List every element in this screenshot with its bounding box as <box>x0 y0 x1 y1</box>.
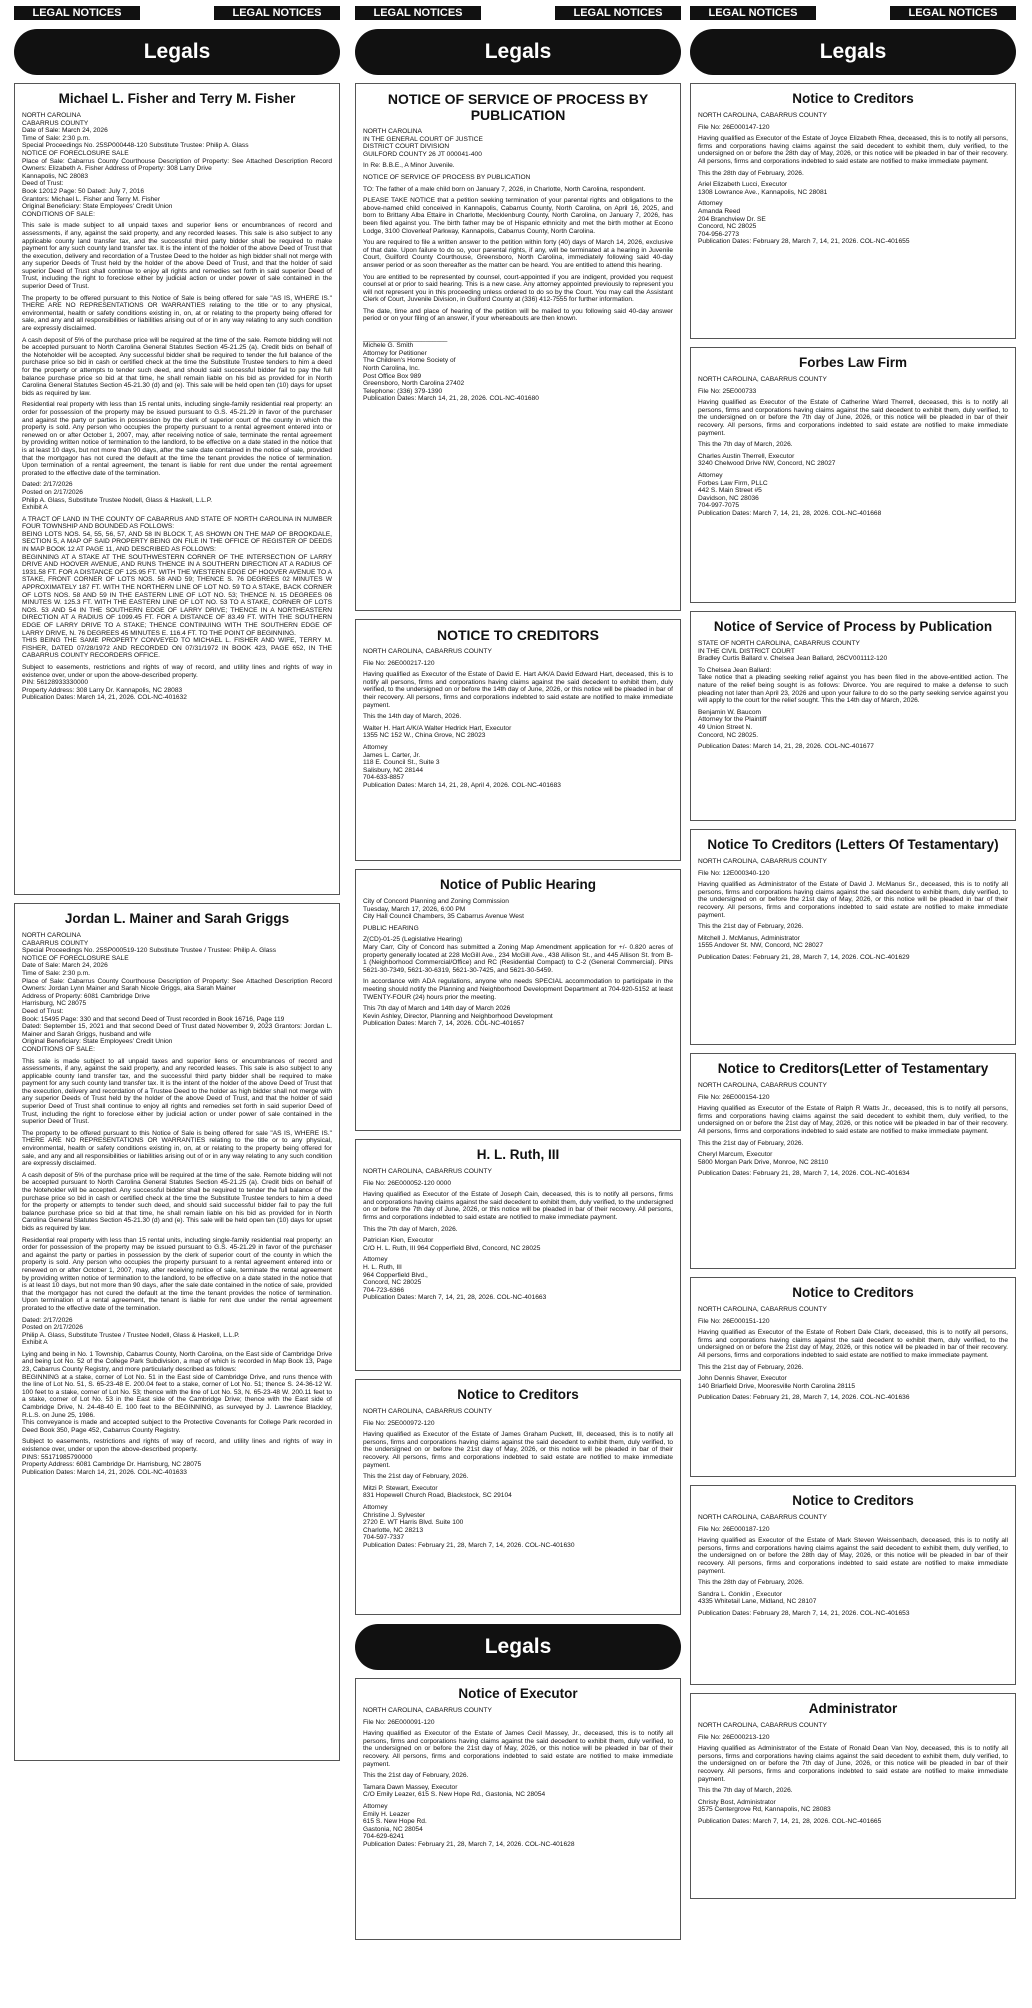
notice-paragraph: File No: 26E000151-120 <box>698 1317 770 1325</box>
notice-paragraph: Publication Dates: February 21, 28, March 7, 14, 2026. COL-NC-401634 <box>698 1170 910 1178</box>
notice-paragraph: File No: 26E000217-120 <box>363 659 435 667</box>
notice-paragraph: NORTH CAROLINA, CABARRUS COUNTY <box>698 376 827 383</box>
notice-paragraph: The property to be offered pursuant to this Notice of Sale is being offered for sale "AS IS, WHERE IS." THERE ARE NO REPRESENTATIONS OR WARRANTIES relating to the title or to any physical, environmental, health or safety conditions existing in, on, at or relating to the property being offered for sale, and any and all responsibilities or liabilities arising out of or in any way relating to any such condition are expressly disclaimed. <box>22 294 332 333</box>
notice-paragraph: John Dennis Shaver, Executor 140 Briarfield Drive, Mooresville North Carolina 28115 <box>698 1375 856 1390</box>
notice-paragraph: NORTH CAROLINA, CABARRUS COUNTY <box>698 1082 827 1089</box>
column-2 <box>355 6 681 1948</box>
notice-paragraph: NORTH CAROLINA, CABARRUS COUNTY <box>363 1707 492 1714</box>
notice-paragraph: File No: 26E000091-120 <box>363 1718 435 1726</box>
notice-list <box>14 83 340 1761</box>
notice-paragraph: Having qualified as Executor of the Estate of Robert Dale Clark, deceased, this is to notify all persons, firms and corporations having claims against the said decedent to exhibit them, duly verified, to the undersigned on or before the 21st day of May, 2026, or this notice will be pleaded in bar of their recovery. All persons, firms and corporations indebted to said estate are notified to make immediate payment. <box>698 1329 1008 1359</box>
notice-paragraph: Lying and being in No. 1 Township, Cabarrus County, North Carolina, on the East side of Cambridge Drive and being Lot No. 52 of the College Park Subdivision, a map of which is recorded in Map Book 13, Page 23, Cabarrus County Registry, and more particularly described as follows: BEGINNING at a stake, corner of Lot No. 51 in the East side of Cambridge Drive, and runs thence with the line of Lot No. 51, S. 65-23-48 E. 200.04 feet to a stake, corner of Lot No. 51; thence S. 24-36-12 W. 100 feet to a stake, corner of Lot No. 53; thence with the line of Lot No. 53, N. 65-23-48 W. 200.11 feet to a stake, corner of Lot No. 53 in the East side of the Cambridge Drive; thence with the East side of Cambridge Drive, N. 24-48-40 E. 100 feet to the BEGINNING, as surveyed by J. Lawrence Blackley, R.L.S. on June 25, 1986. This conveyance is made and accepted subject to the Protective Covenants for College Park recorded in Deed Book 350, Page 452, Cabarrus County Registry. <box>22 1350 332 1434</box>
notice-paragraph: Dated: 2/17/2026 Posted on 2/17/2026 Philip A. Glass, Substitute Trustee Nodell, Glass & Haskell, L.L.P. Exhibit A <box>22 481 213 512</box>
notice-paragraph: _______________________ Michele G. Smith Attorney for Petitioner The Children's Home Society of North Carolina, Inc. Post Office Box 989 Greensboro, North Carolina 27402 Telephone: (336) 379-1390 Publication Dates: March 14, 21, 28, 2026. COL-NC-401680 <box>363 334 539 403</box>
notice-title: Jordan L. Mainer and Sarah Griggs <box>64 911 290 926</box>
legal-notices-tab: LEGAL NOTICES <box>555 6 681 20</box>
notice-paragraph: Attorney H. L. Ruth, III 964 Copperfield Blvd., Concord, NC 28025 704-723-6366 Publication Dates: March 7, 14, 21, 28, 2026. COL-NC-401663 <box>363 1256 547 1302</box>
notice-paragraph: Having qualified as Executor of the Estate of David E. Hart A/K/A David Edward Hart, deceased, this is to notify all persons, firms and corporations having claims against the said decedent to exhibit them, duly verified, to the undersigned on or before the 14th day of June, 2026, or this notice will be pleaded in bar of their recovery. All persons, firms and corporations indebted to said estate are notified to make immediate payment. <box>363 671 673 709</box>
notice-paragraph: A TRACT OF LAND IN THE COUNTY OF CABARRUS AND STATE OF NORTH CAROLINA IN NUMBER FOUR TOWNSHIP AND BOUNDED AS FOLLOWS: BEING LOTS NOS. 54, 55, 56, 57, AND 58 IN BLOCK T, AS SHOWN ON THE MAP OF BROOKDALE, SECTION 5, A MAP OF SAID PROPERTY BEING ON FILE IN THE OFFICE OF REGISTER OF DEEDS IN MAP BOOK 12 AT PAGE 11, AND DESCRIBED AS FOLLOWS: BEGINNING AT A STAKE AT THE SOUTHWESTERN CORNER OF THE INTERSECTION OF LARRY DRIVE AND HOOVER AVENUE, AND RUNS THENCE IN A SOUTHERN DIRECTION AT A RADIUS OF 1931.58 FT. FOR A DISTANCE OF 125.95 FT. WITH THE WESTERN EDGE OF HOOVER AVENUE TO A STAKE, FRONT CORNER OF LOTS NOS. 58 AND 59; THENCE S. 76 DEGREES 02 MINUTES W APPROXIMATELY 187 FT. WITH THE NORTHERN LINE OF LOT NO. 59 TO A STAKE, BACK CORNER OF LOTS NOS. 58 AND 59 IN THE EASTERN LINE OF LOT NO. 53; THENCE N. 15 DEGREES 06 MINUTES W. 125.3 FT. WITH THE EASTERN LINE OF LOT NO. 53 TO A STAKE, CORNER OF LOTS NOS. 53 AND 54 IN THE SOUTHERN EDGE OF LARRY DRIVE; THENCE IN A NORTHEASTERN DIRECTION AT A RADIUS OF 1099.45 FT. FOR A DISTANCE OF 83.49 FT. WITH THE SOUTHERN EDGE OF LARRY DRIVE TO A STAKE; THENCE CONTINUING WITH THE SOUTHERN EDGE OF LARRY DRIVE, N. 76 DEGREES 45 MINUTES E. 116.4 FT. TO THE POINT OF BEGINNING. THIS BEING THE SAME PROPERTY CONVEYED TO MICHAEL L. FISHER AND WIFE, TERRY M. FISHER, DATED 07/28/1972 AND RECORDED ON 07/31/1972 IN BOOK 423, PAGE 652, IN THE CABARRUS COUNTY RECORDERS OFFICE. <box>22 515 332 660</box>
header-tabs <box>690 6 1016 20</box>
notice-paragraph: TO: The father of a male child born on January 7, 2026, in Charlotte, North Carolina, respondent. <box>363 185 646 193</box>
notice-paragraph: Publication Dates: March 7, 14, 21, 28, 2026. COL-NC-401665 <box>698 1817 882 1825</box>
notice-paragraph: Having qualified as Executor of the Estate of Ralph R Watts Jr., deceased, this is to notify all persons, firms and corporations having claims against the said decedent to exhibit them, duly verified, to the undersigned on or before the 21st day of May, 2026, or this notice will be pleaded in bar of their recovery. All persons, firms and corporations indebted to said estate are notified to make immediate payment. <box>698 1105 1008 1135</box>
section-label: Legals <box>690 29 1016 75</box>
notice-paragraph: This the 7th day of March, 2026. <box>363 1225 458 1233</box>
notice-paragraph: NORTH CAROLINA IN THE GENERAL COURT OF JUSTICE DISTRICT COURT DIVISION GUILFORD COUNTY 26 JT 000041-400 <box>363 128 483 158</box>
notice-paragraph: NORTH CAROLINA, CABARRUS COUNTY <box>698 858 827 865</box>
notice-paragraph: File No: 26E000052-120 0000 <box>363 1179 451 1187</box>
notice-paragraph: Publication Dates: March 14, 21, 28, 2026. COL-NC-401677 <box>698 743 874 751</box>
notice-paragraph: Publication Dates: February 21, 28, March 7, 14, 2026. COL-NC-401629 <box>698 953 910 961</box>
notice-paragraph: The property to be offered pursuant to this Notice of Sale is being offered for sale "AS IS, WHERE IS." THERE ARE NO REPRESENTATIONS OR WARRANTIES relating to the title or to any physical, environmental, health or safety conditions existing in, on, at or relating to the property being offered for sale, and any and all responsibilities or liabilities arising out of or in any way relating to any such condition are expressly disclaimed. <box>22 1129 332 1168</box>
notice-paragraph: This the 28th day of February, 2026. <box>698 169 804 177</box>
notice-paragraph: Publication Dates: February 21, 28, March 7, 14, 2026. COL-NC-401636 <box>698 1394 910 1402</box>
notice-paragraph: Attorney Forbes Law Firm, PLLC 442 S. Main Street #5 Davidson, NC 28036 704-997-7075 Publication Dates: March 7, 14, 21, 28, 2026. COL-NC-401668 <box>698 471 882 517</box>
column-3 <box>690 6 1016 1907</box>
notice-paragraph: This the 14th day of March, 2026. <box>363 713 462 721</box>
notice-paragraph: File No: 26E000147-120 <box>698 123 770 131</box>
notice-paragraph: NORTH CAROLINA, CABARRUS COUNTY <box>363 1408 492 1415</box>
notice-title: NOTICE OF SERVICE OF PROCESS BY PUBLICATION <box>387 91 649 123</box>
legal-notice <box>690 611 1016 821</box>
section-label: Legals <box>355 1624 681 1670</box>
notice-list <box>690 83 1016 1899</box>
notice-paragraph: PLEASE TAKE NOTICE that a petition seeking termination of your parental rights and obligations to the above-named child conceived in Kannapolis, Cabarrus County, North Carolina, on April 16, 2025, and born to Brittany Alba Ettaire in Charlotte, Mecklenburg County, North Carolina, on January 7, 2026, has been filed against you. The birth father may be of Hispanic ethnicity and met the birth mother at Econo Lodge, 3100 Cloverleaf Parkway, Kannapolis, Cabarrus County, North Carolina. <box>363 197 673 235</box>
notice-paragraph: Attorney James L. Carter, Jr. 118 E. Council St., Suite 3 Salisbury, NC 28144 704-633-8857 Publication Dates: March 14, 21, 28, April 4, 2026. COL-NC-401683 <box>363 743 561 789</box>
notice-paragraph: A cash deposit of 5% of the purchase price will be required at the time of the sale. Remote bidding will not be accepted pursuant to North Carolina General Statutes Section 45-21.25 (a). Credit bids on behalf of the Noteholder will be accepted. Any successful bidder shall be required to tender the full balance of the purchase price so bid in cash or certified check at the time the Substitute Trustee tenders to him a deed for the property or attempts to tender such deed, and should said successful bidder fail to pay the full balance purchase price so bid at that time, he shall remain liable on his bid as provided for in North Carolina General Statutes Section 45-21.30 (d) and (e). This sale will be held open ten (10) days for upset bids as required by law. <box>22 1171 332 1232</box>
notice-paragraph: Subject to easements, restrictions and rights of way of record, and utility lines and rights of way in existence over, under or upon the above-described property. PIN: 56128933330000 Property Address: 308 Larry Dr. Kannapolis, NC 28083 Publication Dates: March 14, 21, 2026. COL-NC-401632 <box>22 663 332 702</box>
notice-paragraph: NORTH CAROLINA, CABARRUS COUNTY <box>698 112 827 119</box>
notice-paragraph: Tamara Dawn Massey, Executor C/O Emily Leazer, 615 S. New Hope Rd., Gastonia, NC 28054 <box>363 1783 546 1799</box>
notice-paragraph: Walter H. Hart A/K/A Walter Hedrick Hart, Executor 1355 NC 152 W., China Grove, NC 28023 <box>363 724 512 740</box>
notice-paragraph: Dated: 2/17/2026 Posted on 2/17/2026 Philip A. Glass, Substitute Trustee / Trustee Nodell, Glass & Haskell, L.L.P. Exhibit A <box>22 1316 240 1347</box>
notice-paragraph: A cash deposit of 5% of the purchase price will be required at the time of the sale. Remote bidding will not be accepted pursuant to North Carolina General Statutes Section 45-21.25 (a). Credit bids on behalf of the Noteholder will be accepted. Any successful bidder shall be required to tender the full balance of the purchase price so bid in cash or certified check at the time the Substitute Trustee tenders to him a deed for the property or attempts to tender such deed, and should said successful bidder fail to pay the full balance purchase price so bid at that time, he shall remain liable on his bid as provided for in North Carolina General Statutes Section 45-21.30 (d) and (e). This sale will be held open ten (10) days for upset bids as required by law. <box>22 336 332 397</box>
notice-paragraph: Mitzi P. Stewart, Executor 831 Hopewell Church Road, Blackstock, SC 29104 <box>363 1484 512 1500</box>
header-tabs <box>14 6 340 20</box>
legal-notices-tab: LEGAL NOTICES <box>14 6 140 20</box>
notice-title: Administrator <box>808 1701 898 1716</box>
notice-title: Forbes Law Firm <box>798 355 908 370</box>
notice-title: Notice of Public Hearing <box>439 877 597 892</box>
notice-paragraph: NORTH CAROLINA, CABARRUS COUNTY <box>363 648 492 655</box>
notice-paragraph: File No: 25E000972-120 <box>363 1419 435 1427</box>
notice-paragraph: File No: 12E000340-120 <box>698 869 770 877</box>
notice-paragraph: In accordance with ADA regulations, anyone who needs SPECIAL accommodation to participate in the meeting should notify the Planning and Neighborhood Development Department at 704-920-5152 at least TWENTY-FOUR (24) hours prior the meeting. <box>363 978 673 1001</box>
notice-paragraph: The date, time and place of hearing of the petition will be mailed to you following said 40-day answer period or on your filing of an answer, if your whereabouts are then known. <box>363 307 673 323</box>
legal-notice <box>690 1485 1016 1685</box>
notice-paragraph: This the 21st day of February, 2026. <box>363 1473 469 1481</box>
notice-paragraph: NORTH CAROLINA, CABARRUS COUNTY <box>698 1722 827 1729</box>
notice-list <box>355 83 681 1940</box>
notice-paragraph: Sandra L. Conklin , Executor 4335 Whitetail Lane, Midland, NC 28107 <box>698 1590 817 1606</box>
notice-title: Notice to Creditors <box>792 91 914 106</box>
legal-notice <box>355 1139 681 1371</box>
notice-paragraph: Cheryl Marcum, Executor 5800 Morgan Park Drive, Monroe, NC 28110 <box>698 1151 829 1166</box>
notice-paragraph: Having qualified as Executor of the Estate of Joseph Cain, deceased, this is to notify all persons, firms and corporations having claims against the said decedent to exhibit them, duly verified, to the undersigned on or before the 7th day of June, 2026, or this notice will be pleaded in bar of their recovery. All persons, firms and corporations indebted to said estate are notified to make immediate payment. <box>363 1191 673 1221</box>
legal-notice <box>355 83 681 611</box>
notice-paragraph: Charles Austin Therrell, Executor 3240 Chelwood Drive NW, Concord, NC 28027 <box>698 452 836 468</box>
notice-paragraph: To Chelsea Jean Ballard: Take notice that a pleading seeking relief against you has been filed in the above-entitled action. The nature of the relief being sought is as follows: Divorce. You are required to make a defense to such pleading not later than April 23, 2026 and upon your failure to do so the party seeking service against you will apply to the court for the relief sought. This the 14th day of March, 2026. <box>698 666 1008 705</box>
notice-paragraph: Christy Bost, Administrator 3575 Centergrove Rd, Kannapolis, NC 28083 <box>698 1798 831 1814</box>
legal-notice <box>355 869 681 1131</box>
section-label: Legals <box>14 29 340 75</box>
notice-title: Notice to Creditors <box>792 1285 914 1300</box>
notice-paragraph: PUBLIC HEARING <box>363 924 419 932</box>
notice-paragraph: Residential real property with less than 15 rental units, including single-family residential real property: an order for possession of the property may be issued pursuant to G.S. 45-21.29 in favor of the purchaser and against the party or parties in possession by the clerk of superior court of the county in which the property is sold. Any person who occupies the property pursuant to a rental agreement entered into or renewed on or after October 1, 2007, may, after receiving notice of sale, terminate the rental agreement by providing written notice of termination to the landlord, to be effective on a date stated in the notice that is at least 10 days, but not more than 90 days, after the sale date contained in the notice of sale, provided that the mortgagor has not cured the default at the time the tenant provides the notice of termination. Upon termination of a rental agreement, the tenant is liable for rent due under the rental agreement prorated to the effective date of the termination. <box>22 1236 332 1312</box>
notice-paragraph: NOTICE OF SERVICE OF PROCESS BY PUBLICATION <box>363 173 531 181</box>
notice-paragraph: Having qualified as Executor of the Estate of Catherine Ward Therrell, deceased, this is to notify all persons, firms and corporations having claims against the said decedent to exhibit them, duly verified, to the undersigned on or before the 7th day of June, 2026, or this notice will be pleaded in bar of their recovery. All persons, firms and corporations indebted to said estate are notified to make immediate payment. <box>698 399 1008 437</box>
notice-paragraph: This sale is made subject to all unpaid taxes and superior liens or encumbrances of record and assessments, if any, against the said property, and any recorded leases. This sale is also subject to any applicable county land transfer tax, and the successful third party bidder shall be required to make payment for any such county land transfer tax. It is the intent of the holder of the above Deed of Trust that the execution, delivery and recordation of a Trustee Deed to the holder as high bidder shall not merge with any superior Deeds of Trust held by the holder of the above Deed of Trust, and that the holder of said superior Deed of Trust shall continue to enjoy all rights and remedies set forth in said superior Deed of Trust, including the right to foreclose either by judicial action or under power of sale contained in the superior Deed of Trust. <box>22 222 332 291</box>
section-label: Legals <box>355 29 681 75</box>
notice-paragraph: This the 28th day of February, 2026. <box>698 1579 804 1587</box>
notice-paragraph: This the 21st day of February, 2026. <box>698 1139 804 1147</box>
notice-title: NOTICE TO CREDITORS <box>436 627 600 643</box>
header-tabs <box>355 6 681 20</box>
column-1 <box>14 6 340 1769</box>
notice-paragraph: Having qualified as Executor of the Estate of James Cecil Massey, Jr., deceased, this is to notify all persons, firms and corporations having claims against the said decedent to exhibit them, duly verified, to the undersigned on or before the 21st day of May, 2026, or this notice will be pleaded in bar of their recovery. All persons, firms and corporations indebted to said estate are notified to make immediate payment. <box>363 1730 673 1768</box>
notice-title: Notice to Creditors(Letter of Testamentary <box>717 1061 989 1076</box>
notice-title: Notice to Creditors <box>792 1493 914 1508</box>
legal-notice <box>14 83 340 895</box>
notice-paragraph: Patrician Kien, Executor C/O H. L. Ruth, III 964 Copperfield Blvd, Concord, NC 28025 <box>363 1237 541 1252</box>
legal-notices-tab: LEGAL NOTICES <box>690 6 816 20</box>
notice-paragraph: This the 7th day of March, 2026. <box>698 441 793 449</box>
notice-paragraph: File No: 26E000213-120 <box>698 1733 770 1741</box>
notice-paragraph: Residential real property with less than 15 rental units, including single-family residential real property: an order for possession of the property may be issued pursuant to G.S. 45-21.29 in favor of the purchaser and against the party or parties in possession by the clerk of superior court of the county in which the property is sold. Any person who occupies the property pursuant to a rental agreement entered into or renewed on or after October 1, 2007, may, after receiving notice of sale, terminate the rental agreement by providing written notice of termination to the landlord, to be effective on a date stated in the notice that is at least 10 days, but not more than 90 days, after the sale date contained in the notice of sale, provided that the mortgagor has not cured the default at the time the tenant provides the notice of termination. Upon termination of a rental agreement, the tenant is liable for rent due under the rental agreement prorated to the effective date of the termination. <box>22 401 332 477</box>
notice-paragraph: Having qualified as Executor of the Estate of James Graham Puckett, III, deceased, this is to notify all persons, firms and corporations having claims against the said decedent to exhibit them, duly verified, to the undersigned on or before the 21st day of May, 2026, or this notice will be pleaded in bar of their recovery. All persons, firms and corporations indebted to said estate are notified to make immediate payment. <box>363 1431 673 1469</box>
notice-title: Michael L. Fisher and Terry M. Fisher <box>58 91 296 106</box>
notice-paragraph: NORTH CAROLINA CABARRUS COUNTY Special Proceedings No. 25SP000519-120 Substitute Trustee / Trustee: Philip A. Glass NOTICE OF FORECLOSURE SALE Date of Sale: March 24, 2026 Time of Sale: 2:30 p.m. Place of Sale: Cabarrus County Courthouse Description of Property: See Attached Description Record Owners: Jordan Lynn Mainer and Sarah Nicole Griggs, aka Sarah Mainer Address of Property: 6081 Cambridge Drive Harrisburg, NC 28075 Deed of Trust: Book: 15495 Page: 330 and that second Deed of Trust recorded in Book 16716, Page 119 Dated: September 15, 2021 and that second Deed of Trust dated November 9, 2023 Grantors: Jordan L. Mainer and Sarah Griggs, husband and wife Original Beneficiary: State Employees' Credit Union CONDITIONS OF SALE: <box>22 932 332 1053</box>
notice-title: Notice of Service of Process by Publication <box>713 619 993 634</box>
notice-paragraph: Mitchell J. McManus, Administrator 1555 Andover St. NW, Concord, NC 28027 <box>698 934 823 950</box>
notice-paragraph: Publication Dates: February 28, March 7, 14, 21, 2026. COL-NC-401653 <box>698 1609 910 1617</box>
notice-paragraph: Having qualified as Administrator of the Estate of Ronald Dean Van Noy, deceased, this is to notify all persons, firms and corporations having claims against the said decedent to exhibit them, duly verified, to the undersigned on or before the 7th day of June, 2026, or this notice will be pleaded in bar of their recovery. All persons, firms and corporations indebted to said estate are notified to make immediate payment. <box>698 1745 1008 1783</box>
legal-notice <box>690 347 1016 603</box>
legal-notice <box>690 1053 1016 1269</box>
legal-notices-tab: LEGAL NOTICES <box>355 6 481 20</box>
notice-paragraph: This 7th day of March and 14th day of March 2026 Kevin Ashley, Director, Planning and Neighborhood Development Publication Dates: March 7, 14, 2026. COL-NC-401657 <box>363 1005 553 1028</box>
notice-paragraph: Z(CD)-01-25 (Legislative Hearing) Mary Carr, City of Concord has submitted a Zoning Map Amendment application for +/- 0.820 acres of property generally located at 228 McGill Ave., 234 McGill Ave., 438 Allison St., and 445 Allison St. from B-1 (Neighborhood Commercial/Office) and RC (Residential Compact) to C-2 (General Commercial). PINs 5621-30-7349, 5621-30-6319, 5621-30-7425, and 5621-30-5459. <box>363 936 673 974</box>
notice-paragraph: Attorney Emily H. Leazer 615 S. New Hope Rd. Gastonia, NC 28054 704-629-6241 Publication Dates: February 21, 28, March 7, 14, 2026. COL-NC-401628 <box>363 1802 575 1848</box>
notice-title: Notice to Creditors <box>457 1387 579 1402</box>
legal-notice <box>14 903 340 1761</box>
notice-title: Notice of Executor <box>458 1686 578 1701</box>
notice-paragraph: You are required to file a written answer to the petition within forty (40) days of March 14, 2026, exclusive of that date. Upon failure to do so, your parental rights, if any, will be terminated at a hearing in Juvenile Court, Guilford County Courthouse, Greensboro, North Carolina, immediately following said 40-day answer period or as soon thereafter as the matter can be heard. You are entitled to attend this hearing. <box>363 239 673 269</box>
notice-paragraph: Subject to easements, restrictions and rights of way of record, and utility lines and rights of way in existence over, under or upon the above-described property. PINS: 55171985790000 Property Address: 6081 Cambridge Dr. Harrisburg, NC 28075 Publication Dates: March 14, 21, 2026. COL-NC-401633 <box>22 1438 332 1476</box>
notice-paragraph: Having qualified as Administrator of the Estate of David J. McManus Sr., deceased, this is to notify all persons, firms and corporations having claims against the said decedent to exhibit them, duly verified, to the undersigned on or before the 21st day of May, 2026, or this notice will be pleaded in bar of their recovery. All persons, firms and corporations indebted to said estate are notified to make immediate payment. <box>698 881 1008 919</box>
notice-paragraph: City of Concord Planning and Zoning Commission Tuesday, March 17, 2026, 6:00 PM City Hall Council Chambers, 35 Cabarrus Avenue West <box>363 898 525 921</box>
notice-paragraph: This the 21st day of February, 2026. <box>698 923 804 931</box>
notice-paragraph: Attorney Christine J. Sylvester 2720 E. WT Harris Blvd. Suite 100 Charlotte, NC 28213 704-597-7337 Publication Dates: February 21, 28, March 7, 14, 2026. COL-NC-401630 <box>363 1503 575 1549</box>
notice-paragraph: This sale is made subject to all unpaid taxes and superior liens or encumbrances of record and assessments, if any, against the said property, and any recorded leases. This sale is also subject to any applicable county land transfer tax, and the successful third party bidder shall be required to make payment for any such county land transfer tax. It is the intent of the holder of the above Deed of Trust that the execution, delivery and recordation of a Trustee Deed to the holder as high bidder shall not merge with any superior Deeds of Trust held by the holder of the above Deed of Trust, and that the holder of said superior Deed of Trust shall continue to enjoy all rights and remedies set forth in said superior Deed of Trust, including the right to foreclose either by judicial action or under power of sale contained in the superior Deed of Trust. <box>22 1057 332 1126</box>
notice-paragraph: File No: 26E000187-120 <box>698 1525 770 1533</box>
notice-paragraph: This the 7th day of March, 2026. <box>698 1787 793 1795</box>
legal-notice <box>690 1693 1016 1899</box>
notice-paragraph: Benjamin W. Baucom Attorney for the Plaintiff 49 Union Street N. Concord, NC 28025. <box>698 708 767 739</box>
notice-paragraph: This the 21st day of February, 2026. <box>698 1363 804 1371</box>
legal-notice <box>690 1277 1016 1477</box>
notice-paragraph: NORTH CAROLINA, CABARRUS COUNTY <box>363 1168 492 1175</box>
notice-paragraph: You are entitled to be represented by counsel, court-appointed if you are indigent, provided you request counsel at or prior to said hearing. This is a new case. Any attorney appointed previously to represent you will not represent you in this proceeding unless ordered to do so by the Court. You may call the Assistant Clerk of Court, Juvenile Division, in Guilford County at (336) 412-7555 for further information. <box>363 273 673 304</box>
legal-notice <box>690 83 1016 339</box>
notice-paragraph: NORTH CAROLINA, CABARRUS COUNTY <box>698 1306 827 1313</box>
notice-paragraph: Attorney Amanda Reed 204 Branchview Dr. SE Concord, NC 28025 704-956-2773 Publication Dates: February 28, March 7, 14, 21, 2026. COL-NC-401655 <box>698 200 910 246</box>
notice-paragraph: NORTH CAROLINA, CABARRUS COUNTY <box>698 1514 827 1521</box>
legal-notice <box>355 1678 681 1940</box>
notice-paragraph: STATE OF NORTH CAROLINA, CABARRUS COUNTY IN THE CIVIL DISTRICT COURT Bradley Curtis Ballard v. Chelsea Jean Ballard, 26CV001112-120 <box>698 640 888 663</box>
legal-notice <box>355 619 681 861</box>
notice-paragraph: This the 21st day of February, 2026. <box>363 1772 469 1780</box>
notice-paragraph: NORTH CAROLINA CABARRUS COUNTY Date of Sale: March 24, 2026 Time of Sale: 2:30 p.m. Special Proceedings No. 25SP000448-120 Substitute Trustee: Philip A. Glass NOTICE OF FORECLOSURE SALE Place of Sale: Cabarrus County Courthouse Description of Property: See Attached Description Record Owners: Elizabeth A. Fisher Address of Property: 308 Larry Drive Kannapolis, NC 28083 Deed of Trust: Book 12012 Page: 50 Dated: July 7, 2016 Grantors: Michael L. Fisher and Terry M. Fisher Original Beneficiary: State Employees' Credit Union CONDITIONS OF SALE: <box>22 112 332 218</box>
notice-paragraph: Having qualified as Executor of the Estate of Mark Steven Weissenbach, deceased, this is to notify all persons, firms and corporations having claims against the said decedent to exhibit them, duly verified, to the undersigned on or before the 28th day of May, 2026, or this notice will be pleaded in bar of their recovery. All persons, firms and corporations indebted to said estate are notified to make immediate payment. <box>698 1537 1008 1575</box>
notice-paragraph: File No: 26E000154-120 <box>698 1093 770 1101</box>
notice-title: H. L. Ruth, III <box>476 1147 560 1162</box>
notice-paragraph: Ariel Elizabeth Lucci, Executor 1308 Lowrance Ave., Kannapolis, NC 28081 <box>698 181 828 196</box>
legal-notice <box>690 829 1016 1045</box>
notice-title: Notice To Creditors (Letters Of Testamentary) <box>707 837 999 852</box>
legal-notice <box>355 1379 681 1615</box>
notice-paragraph: Having qualified as Executor of the Estate of Joyce Elizabeth Rhea, deceased, this is to notify all persons, firms and corporations having claims against the said decedent to exhibit them, duly verified, to the undersigned on or before the 28th day of May, 2026, or this notice will be pleaded in bar of their recovery. All persons, firms and corporations indebted to said estate are notified to make immediate payment. <box>698 135 1008 165</box>
notice-paragraph: In Re: B.B.E., A Minor Juvenile. <box>363 162 455 170</box>
notice-paragraph: File No: 25E000733 <box>698 387 757 395</box>
legal-notices-tab: LEGAL NOTICES <box>214 6 340 20</box>
legal-notices-tab: LEGAL NOTICES <box>890 6 1016 20</box>
